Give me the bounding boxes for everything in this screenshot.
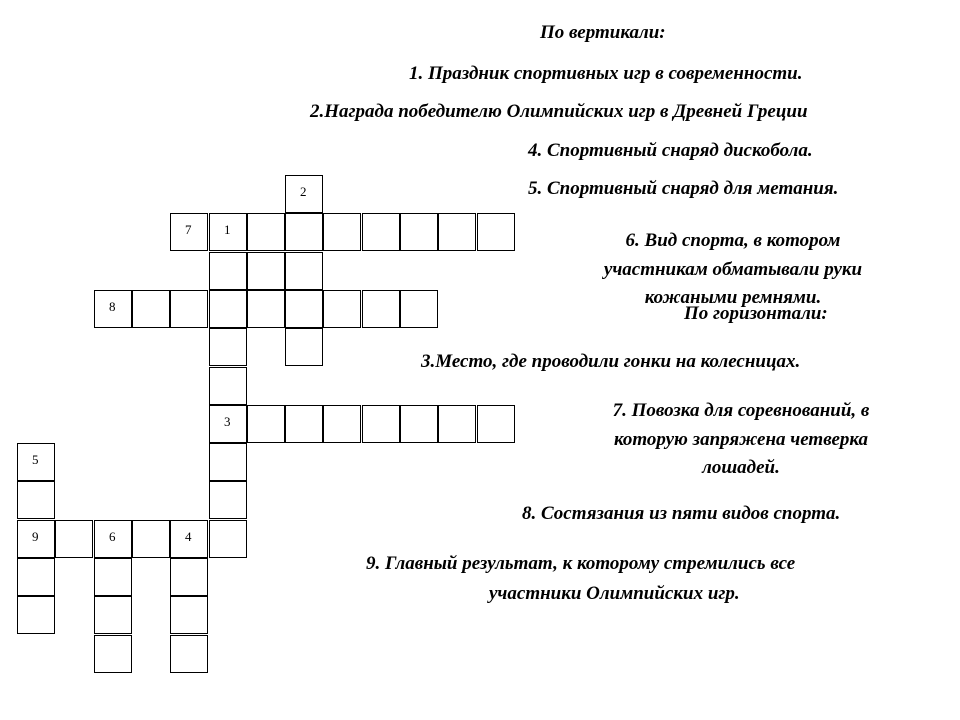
crossword-cell[interactable] (209, 367, 247, 405)
clue-horizontal-9-line1: 9. Главный результат, к которому стремились все (366, 553, 796, 574)
crossword-cell[interactable] (209, 481, 247, 519)
crossword-cell[interactable] (362, 405, 400, 443)
crossword-cell[interactable] (247, 252, 285, 290)
crossword-cell[interactable] (209, 405, 247, 443)
crossword-cell[interactable] (170, 635, 208, 673)
crossword-cell[interactable] (17, 520, 55, 558)
crossword-cell[interactable] (55, 520, 93, 558)
clue-vertical-2: 2.Награда победителю Олимпийских игр в Древней Греции (310, 101, 808, 122)
horizontal-heading: По горизонтали: (684, 303, 828, 324)
crossword-cell[interactable] (285, 175, 323, 213)
crossword-cell[interactable] (323, 290, 361, 328)
cell-number: 5 (32, 452, 39, 467)
clue-vertical-6-line2: участникам обматывали руки (603, 259, 863, 280)
crossword-cell[interactable] (94, 596, 132, 634)
crossword-cell[interactable] (170, 596, 208, 634)
crossword-cell[interactable] (170, 213, 208, 251)
crossword-cell[interactable] (209, 443, 247, 481)
crossword-cell[interactable] (477, 405, 515, 443)
vertical-heading: По вертикали: (540, 22, 666, 43)
crossword-cell[interactable] (438, 213, 476, 251)
crossword-cell[interactable] (17, 596, 55, 634)
crossword-cell[interactable] (285, 328, 323, 366)
clue-horizontal-7-line2: которую запряжена четверка (613, 429, 869, 450)
clue-horizontal-7-line1: 7. Повозка для соревнований, в (612, 400, 870, 421)
crossword-cell[interactable] (323, 405, 361, 443)
crossword-cell[interactable] (209, 213, 247, 251)
clue-vertical-4: 4. Спортивный снаряд дискобола. (528, 140, 813, 161)
clue-vertical-5: 5. Спортивный снаряд для метания. (528, 178, 839, 199)
crossword-cell[interactable] (285, 405, 323, 443)
cell-number: 6 (109, 529, 116, 544)
clue-vertical-1: 1. Праздник спортивных игр в современности. (409, 63, 803, 84)
crossword-cell[interactable] (170, 290, 208, 328)
cell-number: 9 (32, 529, 39, 544)
crossword-cell[interactable] (17, 558, 55, 596)
cell-number: 7 (185, 222, 192, 237)
crossword-cell[interactable] (170, 558, 208, 596)
clue-horizontal-3: 3.Место, где проводили гонки на колесницах. (421, 351, 801, 372)
clue-vertical-6-line3: кожаными ремнями. (644, 287, 822, 308)
crossword-cell[interactable] (362, 213, 400, 251)
crossword-cell[interactable] (209, 252, 247, 290)
crossword-cell[interactable] (94, 635, 132, 673)
crossword-cell[interactable] (400, 213, 438, 251)
crossword-cell[interactable] (17, 443, 55, 481)
cell-number: 1 (224, 222, 231, 237)
crossword-cell[interactable] (400, 405, 438, 443)
cell-number: 2 (300, 184, 307, 199)
crossword-cell[interactable] (132, 520, 170, 558)
crossword-cell[interactable] (132, 290, 170, 328)
crossword-cell[interactable] (209, 290, 247, 328)
crossword-cell[interactable] (400, 290, 438, 328)
crossword-cell[interactable] (17, 481, 55, 519)
cell-number: 4 (185, 529, 192, 544)
crossword-cell[interactable] (94, 558, 132, 596)
cell-number: 3 (224, 414, 231, 429)
clue-vertical-6-line1: 6. Вид спорта, в котором (625, 230, 841, 251)
crossword-cell[interactable] (94, 520, 132, 558)
crossword-cell[interactable] (285, 213, 323, 251)
crossword-cell[interactable] (170, 520, 208, 558)
clue-horizontal-8: 8. Состязания из пяти видов спорта. (522, 503, 841, 524)
cell-number: 8 (109, 299, 116, 314)
clue-horizontal-9-line2: участники Олимпийских игр. (489, 583, 740, 604)
crossword-cell[interactable] (362, 290, 400, 328)
crossword-cell[interactable] (438, 405, 476, 443)
crossword-cell[interactable] (247, 213, 285, 251)
crossword-cell[interactable] (323, 213, 361, 251)
crossword-cell[interactable] (285, 252, 323, 290)
crossword-cell[interactable] (285, 290, 323, 328)
crossword-cell[interactable] (209, 520, 247, 558)
crossword-cell[interactable] (477, 213, 515, 251)
crossword-cell[interactable] (94, 290, 132, 328)
crossword-cell[interactable] (247, 290, 285, 328)
clue-horizontal-7-line3: лошадей. (702, 457, 780, 478)
crossword-cell[interactable] (247, 405, 285, 443)
crossword-cell[interactable] (209, 328, 247, 366)
